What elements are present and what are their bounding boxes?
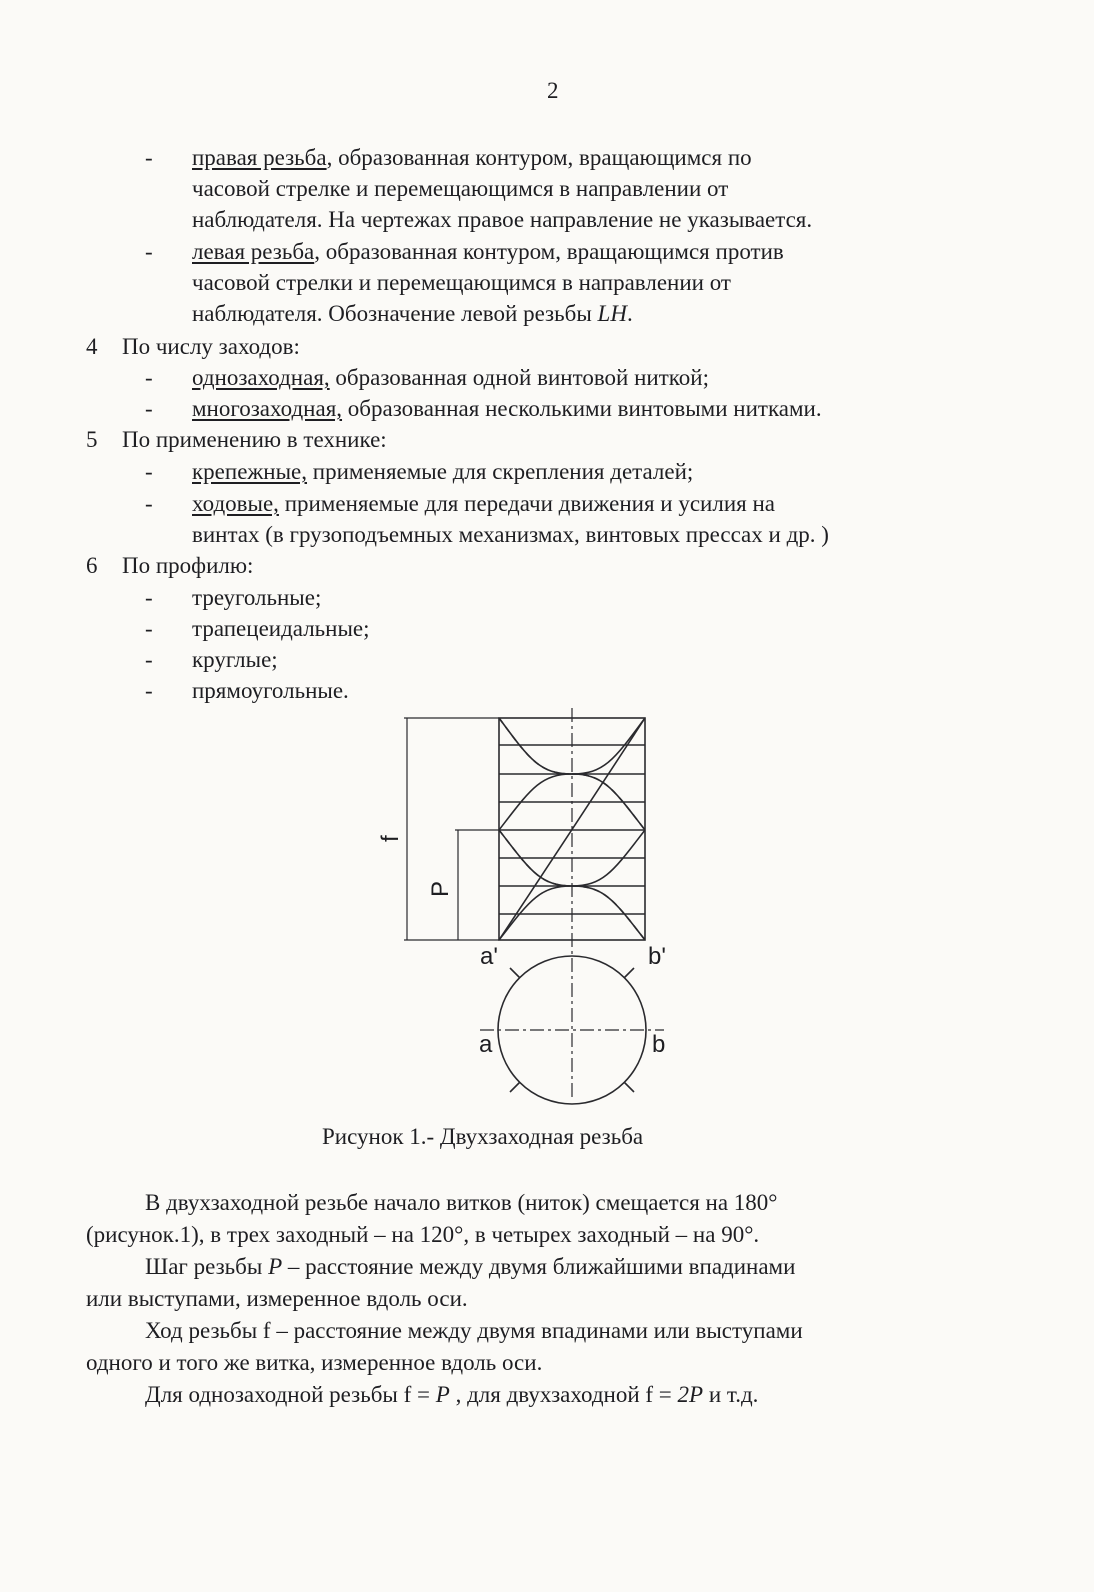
list-item: треугольные;: [192, 585, 322, 610]
section-number: 6: [86, 553, 98, 578]
text: Для однозаходной резьбы f =: [145, 1382, 436, 1407]
paragraph-line: Ход резьбы f – расстояние между двумя впадинами или выступами: [145, 1318, 803, 1343]
right-thread-text: , образованная контуром, вращающимся по: [326, 145, 752, 170]
list-item: прямоугольные.: [192, 678, 349, 703]
right-thread-line-3: наблюдателя. На чертежах правое направление не указывается.: [192, 207, 813, 232]
left-thread-end: .: [626, 301, 633, 326]
label-b: b: [652, 1031, 666, 1058]
thread-side-view: [404, 708, 645, 1098]
item-text: применяемые для скрепления деталей;: [307, 459, 694, 484]
paragraph-line: или выступами, измеренное вдоль оси.: [86, 1286, 468, 1311]
text: – расстояние между двумя ближайшими впадинами: [282, 1254, 796, 1279]
label-f: f: [377, 835, 404, 842]
section-title: По профилю:: [122, 553, 254, 578]
lh-designation: LH: [597, 301, 627, 326]
paragraph-line: [145, 1251, 795, 1283]
helix-curve-hidden: [499, 718, 572, 774]
section-number: 5: [86, 427, 98, 452]
term: многозаходная,: [192, 396, 343, 421]
list-dash: -: [145, 365, 153, 390]
label-p: P: [427, 880, 454, 897]
list-dash: -: [145, 678, 153, 703]
symbol-p: P: [435, 1382, 450, 1407]
item-text: применяемые для передачи движения и усилия на: [278, 491, 775, 516]
term: однозаходная,: [192, 365, 330, 390]
page-number: 2: [547, 78, 559, 103]
list-item: трапецеидальные;: [192, 616, 370, 641]
left-thread-line-2: часовой стрелки и перемещающимся в направлении от: [192, 270, 731, 295]
list-item: круглые;: [192, 647, 278, 672]
term-right-thread: правая резьба: [192, 145, 327, 170]
left-thread-text-3: наблюдателя. Обозначение левой резьбы: [192, 301, 598, 326]
term-left-thread: левая резьба: [192, 239, 315, 264]
label-b-prime: b': [648, 943, 666, 970]
paragraph-line: В двухзаходной резьбе начало витков (ниток) смещается на 180°: [145, 1190, 778, 1215]
list-item-continuation: винтах (в грузоподъемных механизмах, винтовых прессах и др. ): [192, 522, 829, 547]
symbol-2p: 2P: [677, 1382, 704, 1407]
label-a: a: [479, 1031, 493, 1058]
section-title: По числу заходов:: [122, 334, 300, 359]
section-number: 4: [86, 334, 98, 359]
list-dash: -: [145, 585, 153, 610]
paragraph-line: одного и того же витка, измеренное вдоль оси.: [86, 1350, 543, 1375]
label-a-prime: a': [480, 943, 498, 970]
list-dash: -: [145, 145, 153, 170]
list-dash: -: [145, 396, 153, 421]
right-thread-line-2: часовой стрелке и перемещающимся в направлении от: [192, 176, 729, 201]
term: ходовые,: [192, 491, 279, 516]
paragraph-line: [145, 1379, 758, 1411]
list-dash: -: [145, 647, 153, 672]
list-dash: -: [145, 459, 153, 484]
list-dash: -: [145, 239, 153, 264]
item-text: образованная несколькими винтовыми нитками.: [342, 396, 822, 421]
left-thread-text: , образованная контуром, вращающимся против: [314, 239, 784, 264]
list-dash: -: [145, 491, 153, 516]
text: , для двухзаходной f =: [449, 1382, 678, 1407]
term: крепежные,: [192, 459, 308, 484]
helix-curve-hidden: [572, 886, 645, 940]
text: и т.д.: [703, 1382, 759, 1407]
figure-caption: Рисунок 1.- Двухзаходная резьба: [322, 1124, 644, 1149]
list-dash: -: [145, 616, 153, 641]
symbol-p: P: [268, 1254, 283, 1279]
section-title: По применению в технике:: [122, 427, 387, 452]
item-text: образованная одной винтовой ниткой;: [329, 365, 709, 390]
paragraph-line: (рисунок.1), в трех заходный – на 120°, в четырех заходный – на 90°.: [86, 1222, 760, 1247]
text: Шаг резьбы: [145, 1254, 269, 1279]
